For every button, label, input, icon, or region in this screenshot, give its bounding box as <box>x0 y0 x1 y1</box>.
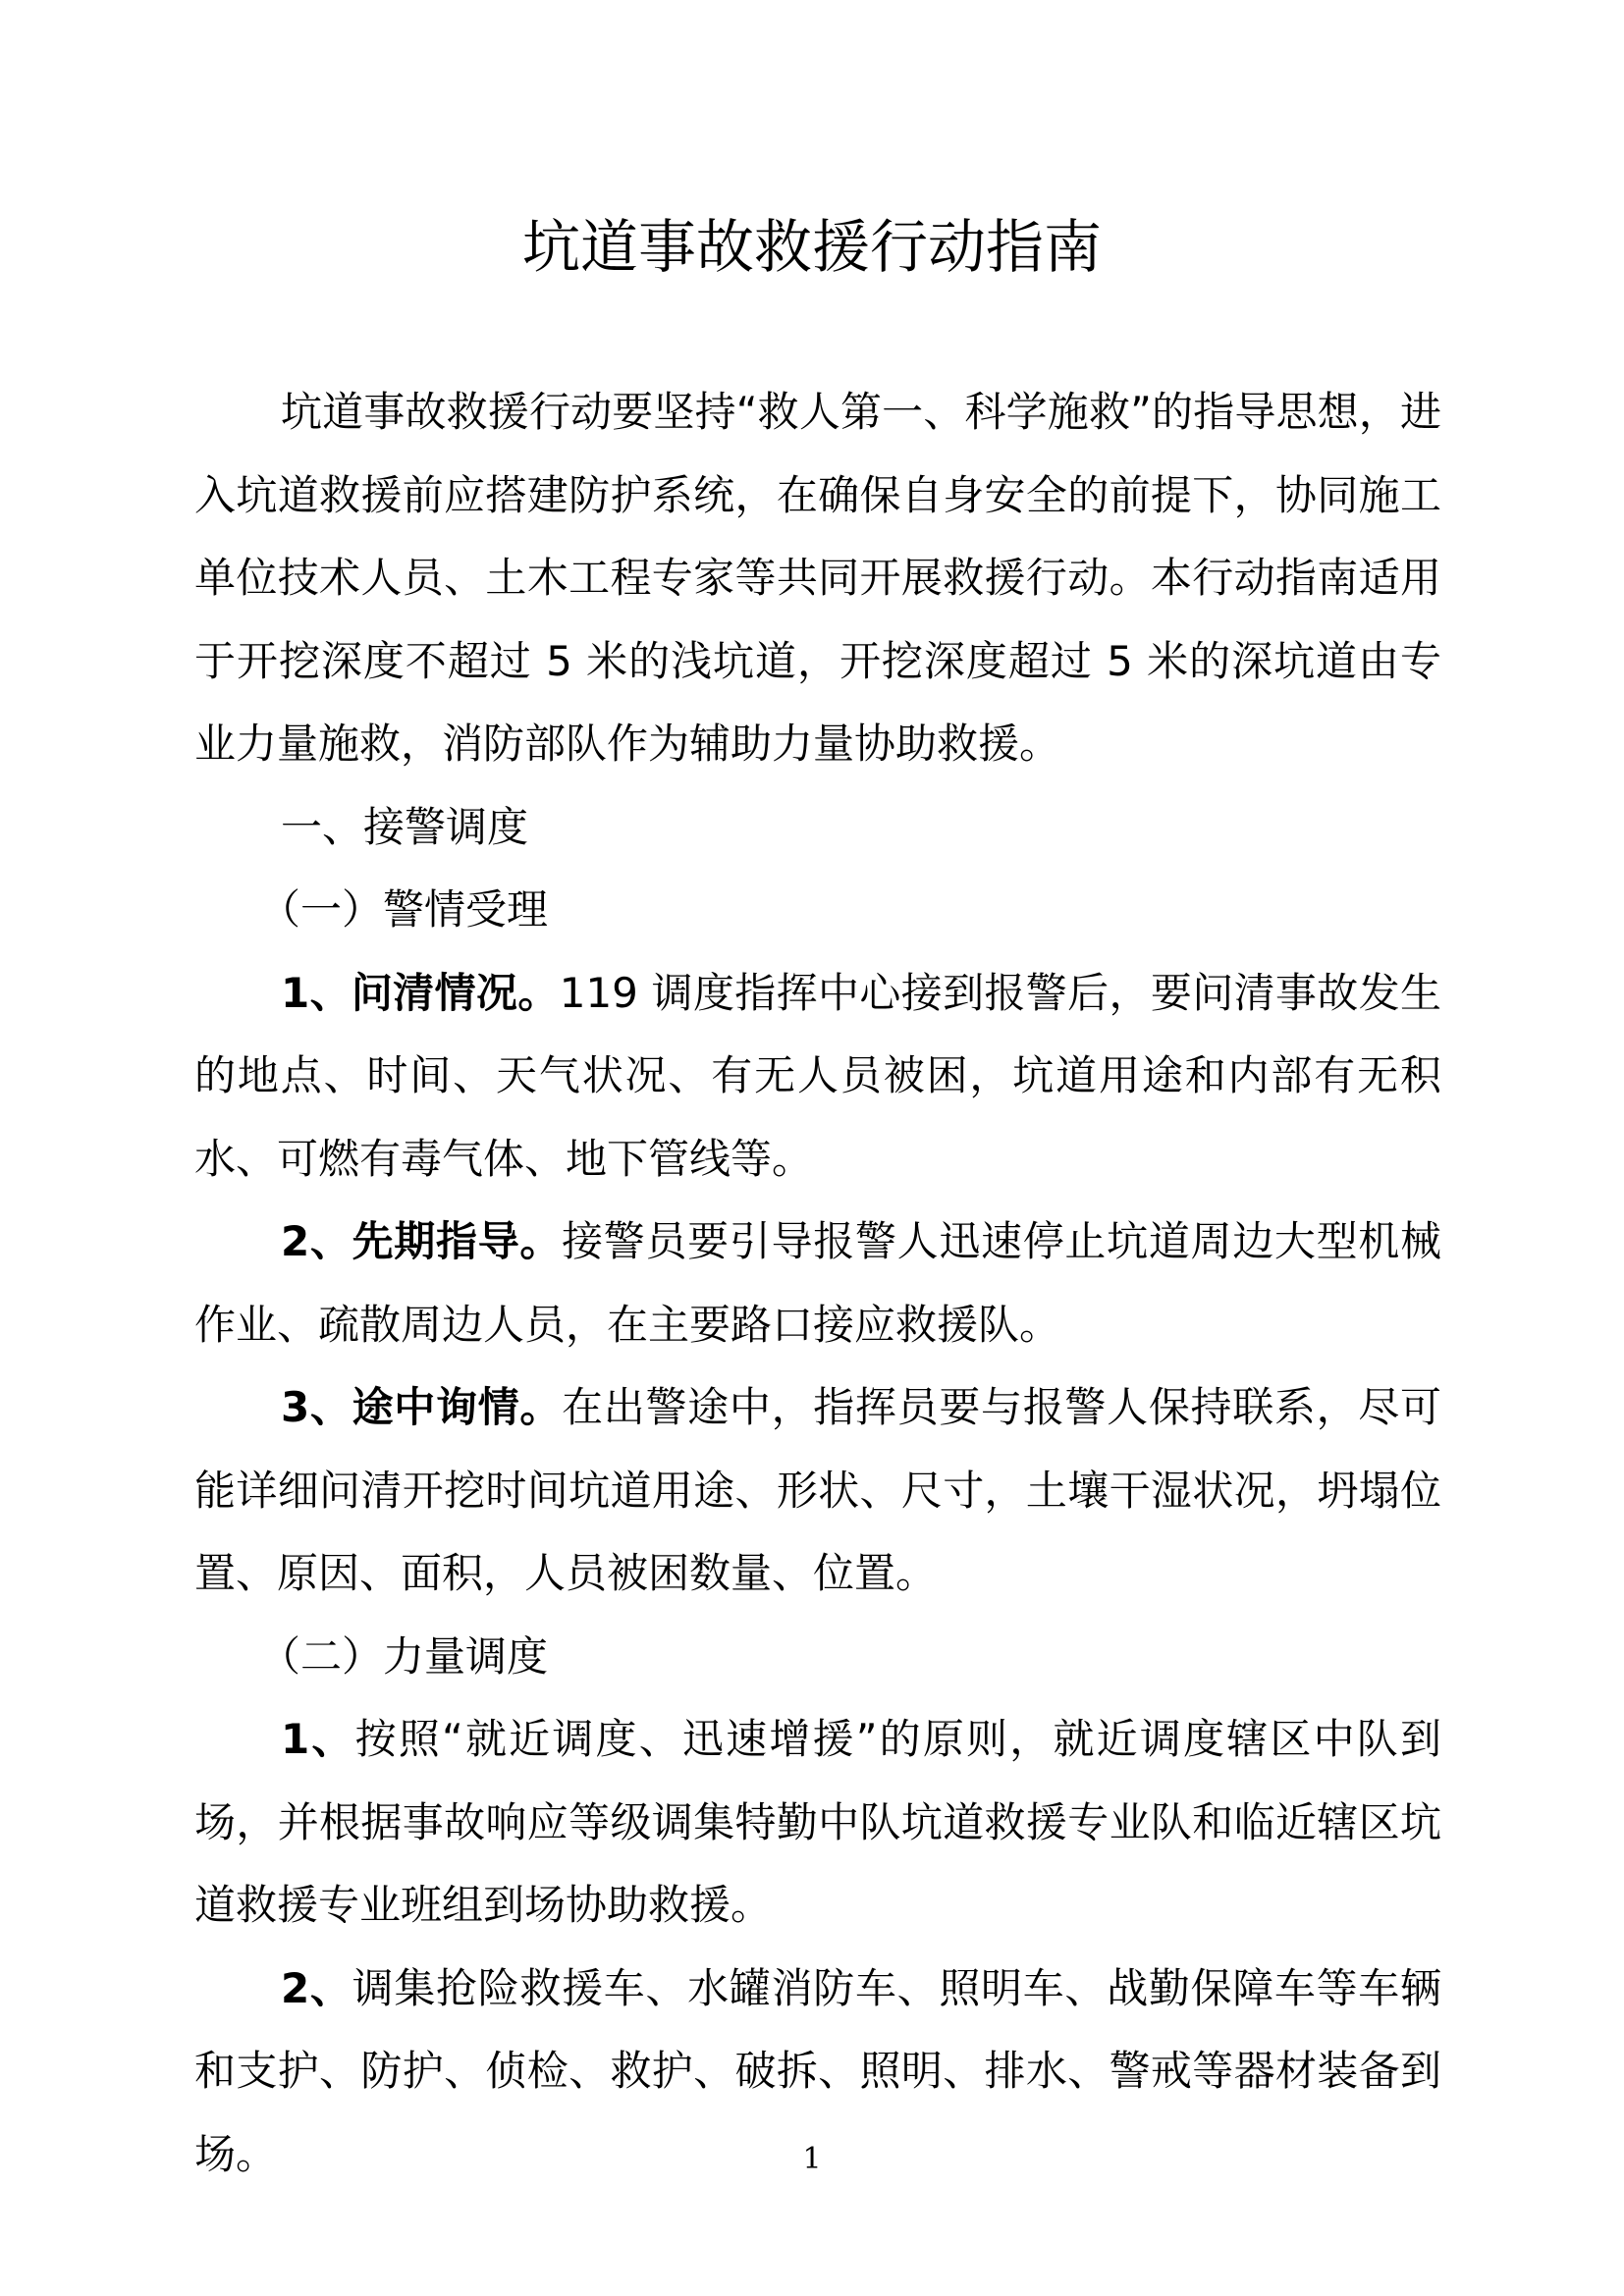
subsection-heading-1-text: （一）警情受理 <box>259 885 549 934</box>
item-text: 接警员要引导报警人迅速停止坑道周边大型机械作业、疏散周边人员，在主要路口接应救援队。 <box>194 1217 1441 1349</box>
list-item <box>194 1366 1441 1616</box>
intro-paragraph: 坑道事故救援行动要坚持“救人第一、科学施救”的指导思想，进入坑道救援前应搭建防护系统，在确保自身安全的前提下，协同施工单位技术人员、土木工程专家等共同开展救援行动。本行动指南适用于开挖深度不超过 5 米的浅坑道，开挖深度超过 5 米的深坑道由专业力量施救，消防部队作为辅助力量协助救援。 <box>194 388 1441 768</box>
list-item <box>194 952 1441 1201</box>
document-body <box>194 371 1441 2196</box>
item-text: 119 调度指挥中心接到报警后，要问清事故发生的地点、时间、天气状况、有无人员被困，坑道用途和内部有无积水、可燃有毒气体、地下管线等。 <box>194 968 1441 1183</box>
document-title: 坑道事故救援行动指南 <box>521 213 1102 281</box>
subsection-heading-2-text: （二）力量调度 <box>259 1631 549 1681</box>
item-lead: 2、 <box>281 1963 352 2012</box>
section-heading-1: 一、接警调度 <box>281 802 529 851</box>
subsection-heading-2 <box>194 1616 1441 1699</box>
list-item <box>194 1201 1441 1366</box>
item-text: 按照“就近调度、迅速增援”的原则，就近调度辖区中队到场，并根据事故响应等级调集特勤中队坑道救援专业队和临近辖区坑道救援专业班组到场协助救援。 <box>194 1715 1441 1929</box>
item-text: 调集抢险救援车、水罐消防车、照明车、战勤保障车等车辆和支护、防护、侦检、救护、破拆、照明、排水、警戒等器材装备到场。 <box>194 1963 1441 2178</box>
item-lead: 1、 <box>281 1715 355 1763</box>
list-item <box>194 1698 1441 1948</box>
page-number: 1 <box>802 2142 822 2176</box>
subsection-heading-1 <box>194 869 1441 952</box>
item-lead: 1、问清情况。 <box>281 968 560 1017</box>
item-lead: 2、先期指导。 <box>281 1217 563 1265</box>
item-lead: 3、途中询情。 <box>281 1383 563 1431</box>
item-text: 在出警途中，指挥员要与报警人保持联系，尽可能详细问清开挖时间坑道用途、形状、尺寸，土壤干湿状况，坍塌位置、原因、面积，人员被困数量、位置。 <box>194 1383 1441 1597</box>
